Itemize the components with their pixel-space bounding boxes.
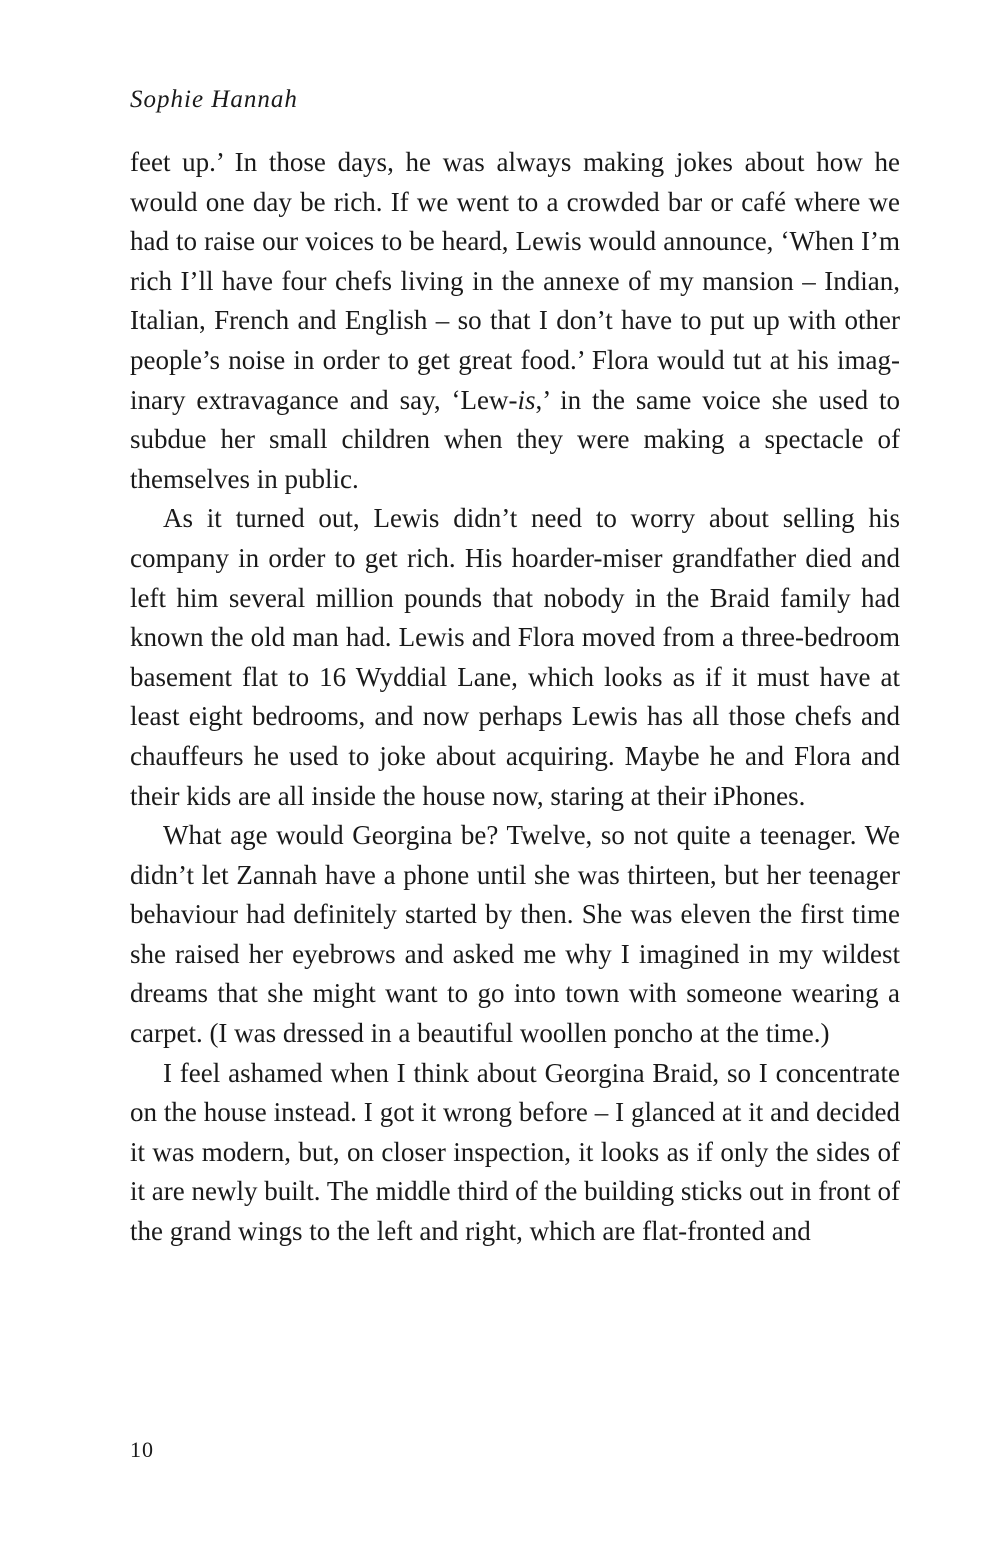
paragraph-1 <box>130 143 900 499</box>
paragraph-4: I feel ashamed when I think about Georgina Braid, so I concentrate on the house instead. I got it wrong before – I glanced at it and decided it was modern, but, on closer inspection, it looks as if only the sides of it are newly built. The middle third of the building sticks out in front of the grand wings to the left and right, which are flat-fronted and <box>130 1057 900 1247</box>
paragraph-2: As it turned out, Lewis didn’t need to worry about selling his company in order to get rich. His hoarder-miser grandfather died and left him several million pounds that nobody in the Braid family had known the old man had. Lewis and Flora moved from a three-bedroom basement flat to 16 Wyddial Lane, which looks as if it must have at least eight bedrooms, and now perhaps Lewis has all those chefs and chauffeurs he used to joke about acquiring. Maybe he and Flora and their kids are all inside the house now, staring at their iPhones. <box>130 503 900 811</box>
paragraph-3: What age would Georgina be? Twelve, so not quite a teenager. We didn’t let Zannah have a phone until she was thirteen, but her teenager behaviour had definitely started by then. She was eleven the first time she raised her eyebrows and asked me why I imagined in my wildest dreams that she might want to go into town with someone wearing a carpet. (I was dressed in a beautiful woollen poncho at the time.) <box>130 820 900 1049</box>
paragraph-1-text: feet up.’ In those days, he was always making jokes about how he would one day be rich. If we went to a crowded bar or café where we had to raise our voices to be heard, Lewis would announce, ‘When I’m rich I’ll have four chefs living in the annexe of my mansion – Indian, Italian, French and English – so that I don’t have to put up with other people’s noise in order to get great food.’ Flora would tut at his imaginary extravagance and say, ‘Lew- <box>130 147 900 415</box>
page-number: 10 <box>130 1437 154 1462</box>
running-head-author: Sophie Hannah <box>130 86 298 113</box>
paragraph-1-italic: is <box>517 384 536 415</box>
body-text <box>130 143 900 1252</box>
paragraph-1-text-end: ,’ in the same voice she used to subdue her small children when they were making a spectacle of themselves in public. <box>130 384 900 494</box>
